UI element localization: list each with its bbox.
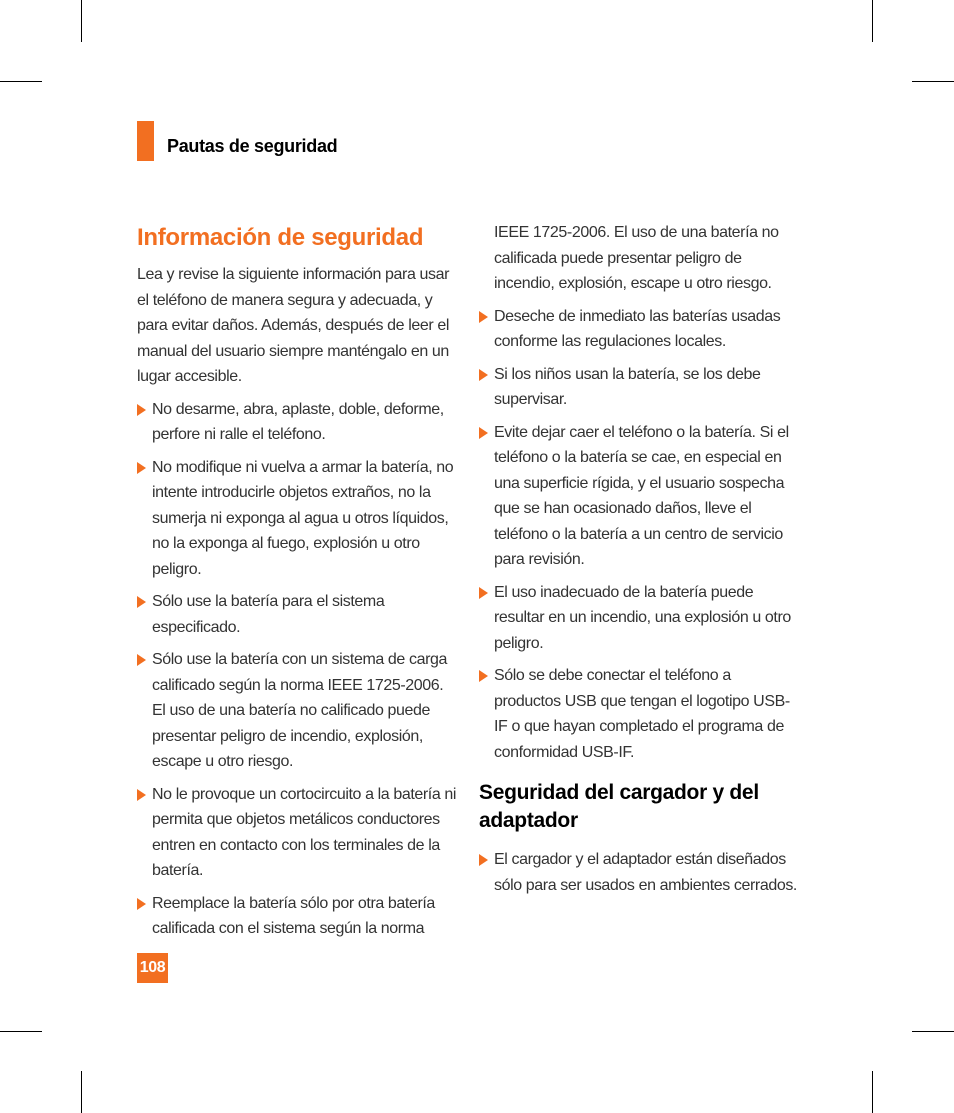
bullet-arrow-icon xyxy=(137,404,146,416)
bullet-arrow-icon xyxy=(137,898,146,910)
section-marker xyxy=(137,121,154,161)
left-column xyxy=(137,222,457,942)
list-item xyxy=(479,420,799,573)
crop-mark xyxy=(0,1031,42,1032)
crop-mark xyxy=(81,1071,82,1113)
list-item-text: Evite dejar caer el teléfono o la batería. Si el teléfono o la batería se cae, en especial en una superficie rígida, y el usuario sospecha que se han ocasionado daños, lleve el teléfono o la batería a un centro de servicio para revisión. xyxy=(494,423,789,568)
list-item xyxy=(137,782,457,884)
bullet-arrow-icon xyxy=(479,670,488,682)
intro-paragraph: Lea y revise la siguiente información para usar el teléfono de manera segura y adecuada, y para evitar daños. Además, después de leer el manual del usuario siempre manténgalo en un lugar accesible. xyxy=(137,266,450,385)
list-item-text: Sólo se debe conectar el teléfono a productos USB que tengan el logotipo USB-IF o que hayan completado el programa de conformidad USB-IF. xyxy=(494,667,790,761)
list-item-text: Reemplace la batería sólo por otra batería calificada con el sistema según la norma xyxy=(152,894,435,937)
charger-list xyxy=(479,847,799,898)
bullet-arrow-icon xyxy=(137,596,146,608)
bullet-arrow-icon xyxy=(137,462,146,474)
list-item xyxy=(479,304,799,355)
crop-mark xyxy=(912,81,954,82)
crop-mark xyxy=(912,1031,954,1032)
list-item-text: El uso inadecuado de la batería puede resultar en un incendio, una explosión u otro peligro. xyxy=(494,583,791,652)
list-item xyxy=(479,580,799,657)
list-item xyxy=(137,647,457,775)
list-item-text: No desarme, abra, aplaste, doble, deforme, perfore ni ralle el teléfono. xyxy=(152,400,444,443)
list-item xyxy=(479,847,799,898)
list-item xyxy=(479,362,799,413)
safety-list-continued xyxy=(479,304,799,766)
list-item-text: No le provoque un cortocircuito a la batería ni permita que objetos metálicos conductores entren en contacto con los terminales de la batería. xyxy=(152,785,457,879)
bullet-arrow-icon xyxy=(479,587,488,599)
crop-mark xyxy=(0,81,42,82)
bullet-arrow-icon xyxy=(137,654,146,666)
list-item xyxy=(479,663,799,765)
bullet-arrow-icon xyxy=(479,854,488,866)
list-item xyxy=(137,397,457,448)
bullet-arrow-icon xyxy=(479,427,488,439)
crop-mark xyxy=(81,0,82,42)
bullet-arrow-icon xyxy=(479,369,488,381)
list-item-text: Sólo use la batería para el sistema especificado. xyxy=(152,593,385,636)
crop-mark xyxy=(872,1071,873,1113)
list-item xyxy=(137,589,457,640)
list-item-text: El cargador y el adaptador están diseñados sólo para ser usados en ambientes cerrados. xyxy=(494,851,797,894)
right-column xyxy=(479,220,799,898)
list-item-text: No modifique ni vuelva a armar la batería, no intente introducirle objetos extraños, no la sumerja ni exponga al agua u otros líquidos, no la exponga al fuego, explosión u otro peligro. xyxy=(152,458,454,578)
crop-mark xyxy=(872,0,873,42)
page-title: Información de seguridad xyxy=(137,224,424,251)
bullet-arrow-icon xyxy=(479,311,488,323)
page-number: 108 xyxy=(137,953,168,983)
subsection-title: Seguridad del cargador y del adaptador xyxy=(479,781,759,832)
bullet-arrow-icon xyxy=(137,789,146,801)
list-item xyxy=(137,455,457,583)
continued-text: IEEE 1725-2006. El uso de una batería no calificada puede presentar peligro de incendio, explosión, escape u otro riesgo. xyxy=(494,224,779,292)
list-item-text: Sólo use la batería con un sistema de carga calificado según la norma IEEE 1725-2006. El uso de una batería no calificado puede presentar peligro de incendio, explosión, escape u otro riesgo. xyxy=(152,651,447,770)
section-title: Pautas de seguridad xyxy=(167,136,338,156)
list-item-text: Si los niños usan la batería, se los debe supervisar. xyxy=(494,365,761,408)
list-item-text: Deseche de inmediato las baterías usadas conforme las regulaciones locales. xyxy=(494,307,781,350)
list-item xyxy=(137,891,457,942)
safety-list xyxy=(137,397,457,942)
